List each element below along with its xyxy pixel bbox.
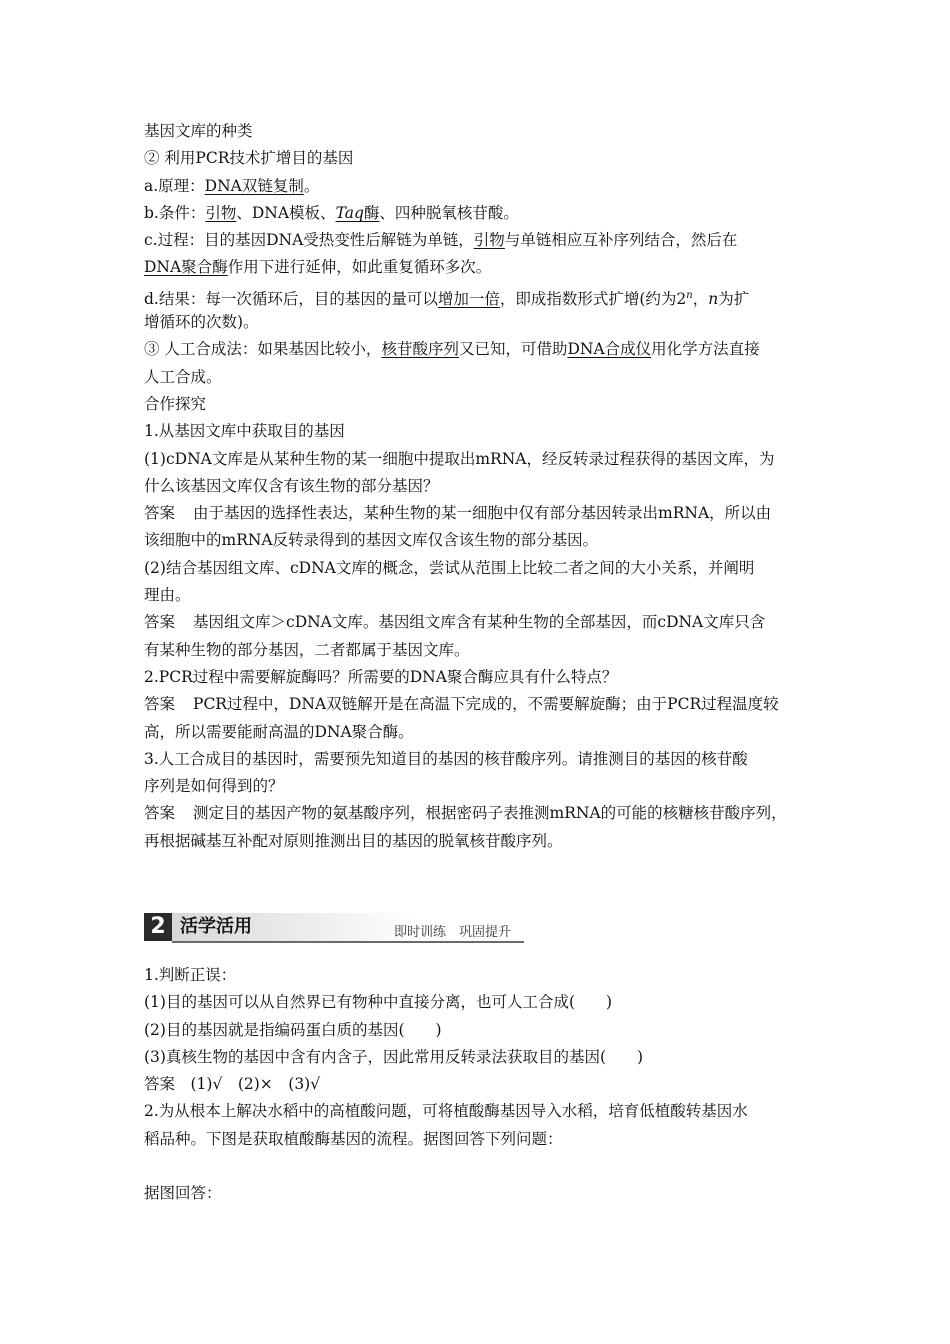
text-run: 答案 [144,804,176,823]
text-line [144,637,812,664]
text-run: 基因组文库＞cDNA文库。基因组文库含有某种生物的全部基因，而cDNA文库只含 [193,613,766,632]
text-run: 稻品种。下图是获取植酸酶基因的流程。据图回答下列问题： [144,1129,563,1148]
text-line [144,336,812,363]
text-line [144,1180,812,1207]
underlined-answer: DNA聚合酶 [144,258,228,277]
exercise-section [144,962,812,1153]
text-run: ② 利用PCR技术扩增目的基因 [144,149,354,168]
text-run: 合作探究 [144,394,207,413]
text-line [144,473,812,500]
text-line [144,227,812,254]
text-line [144,200,812,227]
text-run: 答案 [144,613,176,632]
text-run: 与单链相应互补序列结合，然后在 [504,231,738,250]
underlined-answer: 引物 [205,203,237,222]
text-line [144,1017,812,1044]
text-run: b.条件： [144,203,206,222]
text-line [144,691,812,718]
underlined-answer: 核苷酸序列 [381,340,459,359]
text-run: 、四种脱氧核苷酸。 [379,203,519,222]
text-run: 该细胞中的mRNA反转录得到的基因文库仅含该生物的部分基因。 [144,531,599,550]
text-run: 2.为从根本上解决水稻中的高植酸问题，可将植酸酶基因导入水稻，培育低植酸转基因水 [144,1102,748,1121]
text-line [144,664,812,691]
underlined-answer: 增加一倍 [437,289,500,308]
text-line [144,609,812,636]
text-line [144,989,812,1016]
text-line [144,746,812,773]
text-line [144,309,812,336]
text-run: 3.人工合成目的基因时，需要预先知道目的基因的核苷酸序列。请推测目的基因的核苷酸 [144,749,748,768]
text-run: 高，所以需要能耐高温的DNA聚合酶。 [144,722,414,741]
text-run: ，即成指数形式扩增(约为2 [499,289,687,308]
text-run: PCR过程中，DNA双链解开是在高温下完成的，不需要解旋酶；由于PCR过程温度较 [193,695,779,714]
section-subtitle: 即时训练 巩固提升 [394,925,512,940]
text-run: 1.判断正误： [144,966,237,984]
text-line [144,446,812,473]
text-run: 基因文库的种类 [144,122,253,140]
text-run: (2)目的基因就是指编码蛋白质的基因( ) [144,1020,442,1039]
text-line [144,800,812,827]
section-number: 2 [144,913,172,941]
text-line [144,282,812,309]
text-line [144,500,812,527]
text-run: 、DNA模板、 [236,203,336,222]
underlined-answer: 引物 [473,231,505,250]
section-banner [144,913,524,943]
text-line [144,828,812,855]
text-line [144,391,812,418]
text-line [144,173,812,200]
text-line [144,555,812,582]
text-line [144,773,812,800]
text-run: 又已知，可借助 [458,340,568,359]
text-run: 什么该基因文库仅含有该生物的部分基因？ [144,476,439,495]
underlined-answer: DNA合成仪 [567,340,652,359]
text-run: 为扩 [718,289,750,308]
text-run: (2)结合基因组文库、cDNA文库的概念，尝试从范围上比较二者之间的大小关系，并阐明 [144,558,755,577]
text-run: ， [692,289,709,308]
text-run: a.原理： [144,176,205,195]
text-run: c.过程：目的基因DNA受热变性后解链为单链， [144,231,474,250]
section-title: 活学活用 [180,916,252,937]
text-run: 据图回答： [144,1184,222,1202]
underlined-italic-term: Taq [335,203,364,222]
text-run: 答案 (1)√ (2)× (3)√ [144,1075,321,1094]
text-run: (3)真核生物的基因中含有内含子，因此常用反转录法获取目的基因( ) [144,1047,644,1066]
text-line [144,582,812,609]
text-line [144,1071,812,1098]
text-run: 作用下进行延伸，如此重复循环多次。 [227,258,492,277]
text-line [144,118,812,145]
text-line [144,527,812,554]
text-run: 答案 [144,695,176,714]
text-run: 序列是如何得到的？ [144,777,284,796]
section-divider [172,941,524,943]
text-run: 。 [303,176,320,195]
text-line [144,1126,812,1153]
superscript: n [686,289,693,301]
text-run: 答案 [144,504,176,523]
text-line [144,364,812,391]
italic-variable: n [708,289,719,308]
text-run: (1)cDNA文库是从某种生物的某一细胞中提取出mRNA，经反转录过程获得的基因文库，为 [144,449,775,468]
text-line [144,1044,812,1071]
text-line [144,254,812,281]
text-line [144,418,812,445]
text-line [144,145,812,172]
text-line [144,962,812,989]
text-run: 人工合成。 [144,367,222,386]
text-run: 由于基因的选择性表达，某种生物的某一细胞中仅有部分基因转录出mRNA，所以由 [193,504,772,523]
text-run: 用化学方法直接 [651,340,760,359]
text-run: (1)目的基因可以从自然界已有物种中直接分离，也可人工合成( ) [144,993,613,1012]
explanation-section [144,118,812,855]
text-line [144,1098,812,1125]
text-run: 再根据碱基互补配对原则推测出目的基因的脱氧核苷酸序列。 [144,831,563,850]
text-line [144,719,812,746]
text-run: ③ 人工合成法：如果基因比较小， [144,340,382,359]
figure-prompt-section [144,1180,812,1207]
text-run: 1.从基因文库中获取目的基因 [144,422,345,441]
text-run: 理由。 [144,586,191,605]
underlined-answer: DNA双链复制 [204,176,304,195]
section-title-bar [172,913,416,941]
text-run: 测定目的基因产物的氨基酸序列，根据密码子表推测mRNA的可能的核糖核苷酸序列， [193,804,787,823]
underlined-answer: 酶 [363,203,380,222]
text-run: d.结果：每一次循环后，目的基因的量可以 [144,289,438,308]
text-run: 增循环的次数)。 [144,313,259,332]
text-run: 2.PCR过程中需要解旋酶吗？所需要的DNA聚合酶应具有什么特点？ [144,667,618,686]
text-run: 有某种生物的部分基因，二者都属于基因文库。 [144,640,470,659]
